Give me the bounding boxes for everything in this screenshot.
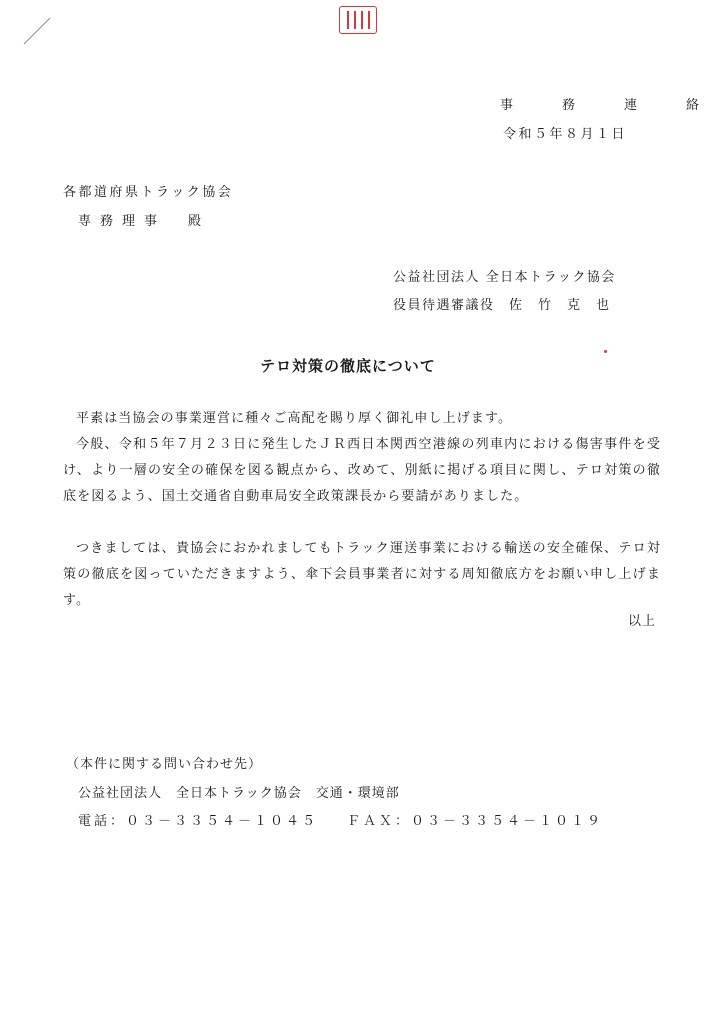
document-date: 令和５年８月１日 xyxy=(503,127,628,142)
body-paragraph-1: 平素は当協会の事業運営に種々ご高配を賜り厚く御礼申し上げます。 xyxy=(76,411,513,426)
document-title: テロ対策の徹底について xyxy=(260,357,436,375)
recipient-org: 各都道府県トラック協会 xyxy=(63,185,234,200)
contact-phone: 電話：０３－３３５４－１０４５ xyxy=(78,814,319,829)
body-paragraph-3: つきましては、貴協会におかれましてもトラック運送事業における輸送の安全確保、テロ対策の徹底を図っていただきますよう、傘下会員事業者に対する周知徹底方をお願い申し上げます。 xyxy=(63,541,661,608)
sender-org: 公益社団法人 全日本トラック協会 xyxy=(393,270,616,285)
recipient-title: 専務理事 殿 xyxy=(78,214,211,229)
pen-stroke-mark xyxy=(22,16,52,46)
body-paragraph-2: 今般、令和５年７月２３日に発生したＪＲ西日本関西空港線の列車内における傷害事件を受け、より一層の安全の確保を図る観点から、改めて、別紙に掲げる項目に関し、テロ対策の徹底を図るよう、国土交通省自動車局安全政策課長から要請がありました。 xyxy=(63,437,661,504)
contact-fax: ＦＡＸ：０３－３３５４－１０１９ xyxy=(347,814,604,829)
document-type-label xyxy=(500,98,718,114)
closing-ijou: 以上 xyxy=(628,614,657,629)
doc-type-text: 事 務 連 絡 xyxy=(500,98,718,113)
contact-org: 公益社団法人 全日本トラック協会 交通・環境部 xyxy=(78,786,400,801)
red-speck-mark xyxy=(604,350,607,353)
red-seal-stamp xyxy=(339,6,377,34)
contact-heading: （本件に関する問い合わせ先） xyxy=(66,757,263,772)
sender-name: 役員待遇審議役 佐 竹 克 也 xyxy=(393,298,611,313)
